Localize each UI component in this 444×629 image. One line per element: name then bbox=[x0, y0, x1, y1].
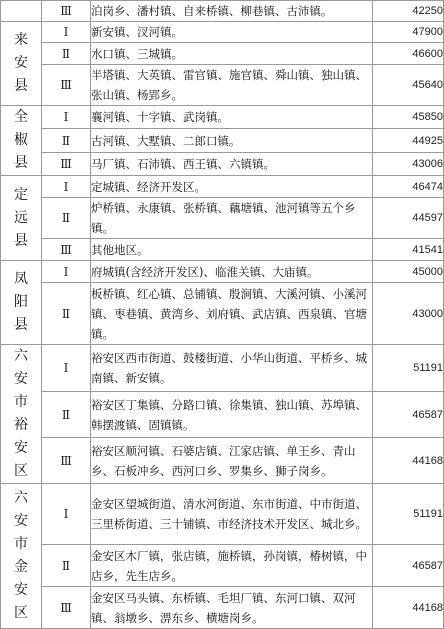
price-cell: 43000 bbox=[373, 283, 444, 345]
grade-cell: Ⅲ bbox=[42, 1, 91, 22]
price-cell: 46587 bbox=[373, 392, 444, 438]
county-cell bbox=[1, 345, 42, 484]
areas-cell: 新安镇、汊河镇。 bbox=[91, 22, 373, 43]
price-cell: 45640 bbox=[373, 65, 444, 106]
grade-cell: Ⅱ bbox=[42, 545, 91, 587]
areas-cell: 府城镇(含经济开发区)、临淮关镇、大庙镇。 bbox=[91, 261, 373, 283]
table-row bbox=[1, 283, 444, 345]
county-cell bbox=[1, 484, 42, 629]
grade-cell: Ⅲ bbox=[42, 438, 91, 484]
table-row bbox=[1, 261, 444, 283]
table-row bbox=[1, 65, 444, 106]
table-row bbox=[1, 484, 444, 545]
grade-cell: Ⅲ bbox=[42, 587, 91, 629]
grade-cell: Ⅰ bbox=[42, 176, 91, 198]
grade-cell: Ⅱ bbox=[42, 392, 91, 438]
grade-cell: Ⅱ bbox=[42, 43, 91, 65]
areas-cell: 金安区木厂镇，张店镇，施桥镇，孙岗镇，椿树镇，中店乡，先生店乡。 bbox=[91, 545, 373, 587]
table-row bbox=[1, 1, 444, 22]
price-cell: 41541 bbox=[373, 239, 444, 261]
areas-cell: 裕安区丁集镇、分路口镇、徐集镇、独山镇、苏埠镇、韩摆渡镇、固镇镇。 bbox=[91, 392, 373, 438]
price-cell: 42250 bbox=[373, 1, 444, 22]
price-cell: 46587 bbox=[373, 545, 444, 587]
table-row bbox=[1, 239, 444, 261]
county-name: 全椒县 bbox=[14, 109, 28, 171]
price-cell: 44597 bbox=[373, 198, 444, 239]
table-row bbox=[1, 438, 444, 484]
grade-cell: Ⅰ bbox=[42, 106, 91, 129]
table-row bbox=[1, 22, 444, 43]
county-name: 定远县 bbox=[14, 186, 28, 249]
areas-cell: 炉桥镇、永康镇、张桥镇、藕塘镇、池河镇等五个乡镇。 bbox=[91, 198, 373, 239]
price-cell: 51191 bbox=[373, 345, 444, 392]
county-name: 六安市裕安区 bbox=[14, 348, 28, 479]
price-cell: 45000 bbox=[373, 261, 444, 283]
county-cell-empty bbox=[1, 1, 42, 22]
price-cell: 45850 bbox=[373, 106, 444, 129]
table-row bbox=[1, 176, 444, 198]
grade-cell: Ⅰ bbox=[42, 345, 91, 392]
price-cell: 51191 bbox=[373, 484, 444, 545]
areas-cell: 半塔镇、大英镇、雷官镇、施官镇、舜山镇、独山镇、张山镇、杨郢乡。 bbox=[91, 65, 373, 106]
grade-cell: Ⅰ bbox=[42, 261, 91, 283]
table-row bbox=[1, 345, 444, 392]
areas-cell: 泊岗乡、潘村镇、自来桥镇、柳巷镇、古沛镇。 bbox=[91, 1, 373, 22]
price-cell: 46474 bbox=[373, 176, 444, 198]
areas-cell: 金安区马头镇、东桥镇、毛坦厂镇、东河口镇、双河镇、翁墩乡、淠东乡、横塘岗乡。 bbox=[91, 587, 373, 629]
grade-cell: Ⅱ bbox=[42, 198, 91, 239]
price-cell: 43006 bbox=[373, 153, 444, 176]
price-cell: 46600 bbox=[373, 43, 444, 65]
price-cell: 44168 bbox=[373, 587, 444, 629]
table-row bbox=[1, 545, 444, 587]
county-cell bbox=[1, 106, 42, 176]
table-row bbox=[1, 198, 444, 239]
county-name: 六安市金安区 bbox=[14, 490, 28, 621]
county-name: 凤阳县 bbox=[14, 271, 28, 333]
areas-cell: 板桥镇、红心镇、总铺镇、殷涧镇、大溪河镇、小溪河镇、枣巷镇、黄湾乡、刘府镇、武店镇、西泉镇、官塘镇。 bbox=[91, 283, 373, 345]
grade-cell: Ⅲ bbox=[42, 239, 91, 261]
price-cell: 44925 bbox=[373, 128, 444, 152]
table-row bbox=[1, 43, 444, 65]
areas-cell: 定城镇、经济开发区。 bbox=[91, 176, 373, 198]
areas-cell: 襄河镇、十字镇、武岗镇。 bbox=[91, 106, 373, 129]
areas-cell: 金安区望城街道、清水河街道、东市街道、中市街道、三里桥街道、三十铺镇、市经济技术开发区、城北乡。 bbox=[91, 484, 373, 545]
grade-cell: Ⅲ bbox=[42, 153, 91, 176]
areas-cell: 马厂镇、石沛镇、西王镇、六镇镇。 bbox=[91, 153, 373, 176]
grade-cell: Ⅱ bbox=[42, 283, 91, 345]
table-row bbox=[1, 106, 444, 129]
grade-cell: Ⅰ bbox=[42, 22, 91, 43]
county-cell bbox=[1, 22, 42, 106]
areas-cell: 水口镇、三城镇。 bbox=[91, 43, 373, 65]
county-cell bbox=[1, 176, 42, 261]
grade-cell: Ⅱ bbox=[42, 128, 91, 152]
table-row bbox=[1, 128, 444, 152]
county-name: 来安县 bbox=[14, 32, 28, 94]
county-cell bbox=[1, 261, 42, 345]
price-cell: 44168 bbox=[373, 438, 444, 484]
areas-cell: 裕安区西市街道、鼓楼街道、小华山街道、平桥乡、城南镇、新安镇。 bbox=[91, 345, 373, 392]
price-cell: 47900 bbox=[373, 22, 444, 43]
areas-cell: 裕安区顺河镇、石婆店镇、江家店镇、单王乡、青山乡、石板冲乡、西河口乡、罗集乡、狮子岗乡。 bbox=[91, 438, 373, 484]
areas-cell: 其他地区。 bbox=[91, 239, 373, 261]
grade-cell: Ⅲ bbox=[42, 65, 91, 106]
table-row bbox=[1, 153, 444, 176]
table-row bbox=[1, 392, 444, 438]
areas-cell: 古河镇、大墅镇、二郎口镇。 bbox=[91, 128, 373, 152]
grade-cell: Ⅰ bbox=[42, 484, 91, 545]
